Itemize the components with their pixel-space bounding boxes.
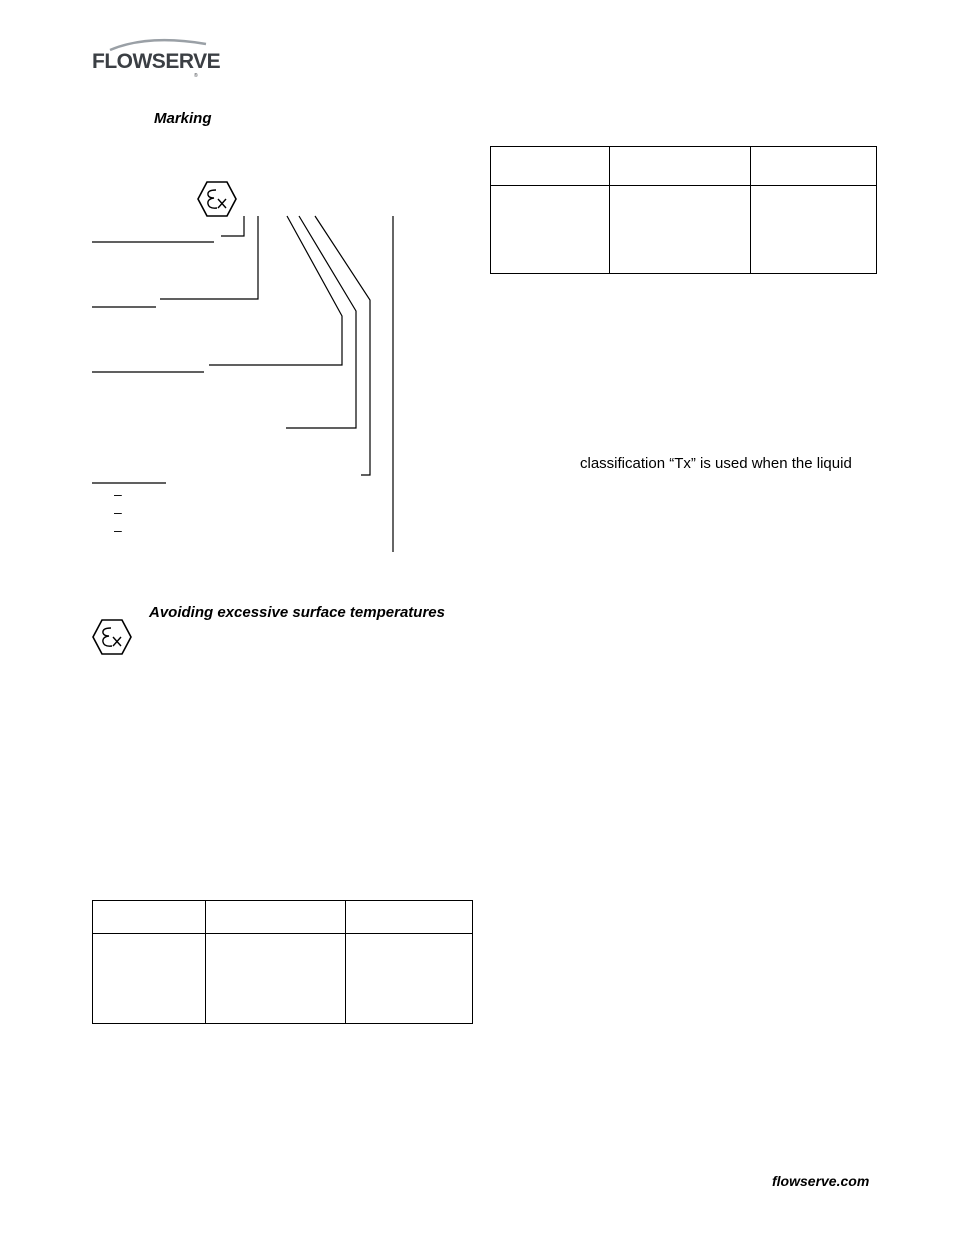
footer-site-link[interactable]: flowserve.com (772, 1173, 870, 1189)
table-cell (93, 934, 206, 1024)
table-cell (610, 186, 751, 274)
marking-dash-1: – (114, 486, 122, 502)
table-cell (346, 934, 473, 1024)
bottom-left-table (92, 900, 473, 1024)
table-cell (491, 186, 610, 274)
table-cell (751, 186, 877, 274)
table-cell (93, 901, 206, 934)
marking-heading: Marking (154, 110, 212, 127)
table-cell (206, 934, 346, 1024)
flowserve-logo: FLOWSERVE (92, 50, 221, 73)
marking-dash-2: – (114, 504, 122, 520)
table-cell (346, 901, 473, 934)
marking-leader-diagram (0, 0, 954, 600)
table-cell (206, 901, 346, 934)
marking-dash-3: – (114, 522, 122, 538)
logo-registered-mark: ® (194, 73, 198, 79)
ex-hexagon-icon (92, 619, 132, 655)
table-cell (610, 147, 751, 186)
top-right-table (490, 146, 877, 274)
classification-text: classification “Tx” is used when the liquid (580, 455, 852, 472)
table-cell (491, 147, 610, 186)
table-cell (751, 147, 877, 186)
surface-temperature-heading: Avoiding excessive surface temperatures (149, 604, 445, 621)
